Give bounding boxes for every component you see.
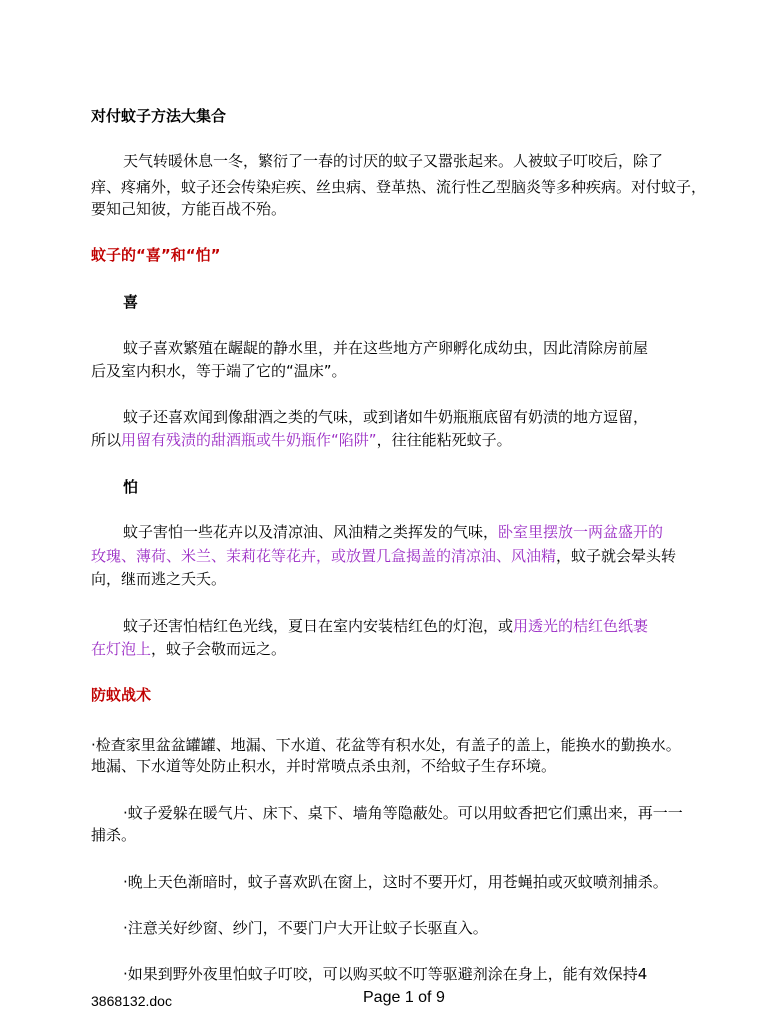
highlighted-text: 用透光的桔红色纸裹: [513, 617, 649, 635]
fear-para-1-line-1: [123, 522, 663, 542]
subheading-fear: 怕: [123, 478, 139, 496]
intro-line-1: 天气转暖休息一冬，繁衍了一春的讨厌的蚊子又嚣张起来。人被蚊子叮咬后，除了: [123, 152, 664, 170]
bullet-5: ·如果到野外夜里怕蚊子叮咬，可以购买蚊不叮等驱避剂涂在身上，能有效保持4: [123, 965, 648, 983]
like-para-2-line-2: [91, 430, 512, 450]
text-run: 蚊子还害怕桔红色光线，夏日在室内安装桔红色的灯泡，或: [123, 617, 514, 635]
text-run: ，蚊子就会晕头转: [556, 547, 677, 565]
bullet-2-line-1: ·蚊子爱躲在暖气片、床下、桌下、墙角等隐蔽处。可以用蚊香把它们熏出来，再一一: [123, 804, 683, 822]
fear-para-1-line-3: 向，继而逃之夭夭。: [91, 570, 227, 588]
bullet-4: ·注意关好纱窗、纱门，不要门户大开让蚊子长驱直入。: [123, 919, 488, 937]
highlighted-text: 玫瑰、薄荷、米兰、茉莉花等花卉，或放置几盒揭盖的清凉油、风油精: [91, 547, 557, 565]
bullet-2-line-2: 捕杀。: [91, 826, 137, 844]
highlighted-text: 卧室里摆放一两盆盛开的: [498, 523, 664, 541]
subheading-like: 喜: [123, 293, 139, 311]
footer-filename: 3868132.doc: [91, 993, 172, 1009]
bullet-1-line-1: ·检查家里盆盆罐罐、地漏、下水道、花盆等有积水处，有盖子的盖上，能换水的勤换水。: [91, 736, 681, 754]
fear-para-2-line-2: [91, 639, 286, 659]
fear-para-2-line-1: [123, 616, 648, 636]
highlighted-text: 用留有残渍的甜酒瓶或牛奶瓶作“陷阱”: [121, 431, 377, 449]
fear-para-1-line-2: [91, 546, 676, 566]
text-run: ，往往能粘死蚊子。: [376, 431, 512, 449]
intro-line-2: 痒、疼痛外，蚊子还会传染疟疾、丝虫病、登革热、流行性乙型脑炎等多种疾病。对付蚊子，: [91, 178, 707, 196]
section-heading-anti-mosquito: 防蚊战术: [91, 686, 152, 704]
bullet-3: ·晚上天色渐暗时，蚊子喜欢趴在窗上，这时不要开灯，用苍蝇拍或灭蚊喷剂捕杀。: [123, 873, 668, 891]
bullet-1-line-2: 地漏、下水道等处防止积水，并时常喷点杀虫剂，不给蚊子生存环境。: [91, 757, 557, 775]
highlighted-text: 在灯泡上: [91, 640, 152, 658]
text-run: 蚊子害怕一些花卉以及清凉油、风油精之类挥发的气味，: [123, 523, 499, 541]
like-para-2-line-1: 蚊子还喜欢闻到像甜酒之类的气味，或到诸如牛奶瓶瓶底留有奶渍的地方逗留，: [123, 408, 649, 426]
section-heading-like-fear: 蚊子的“喜”和“怕”: [91, 246, 221, 264]
footer-page-number: Page 1 of 9: [363, 989, 445, 1006]
document-title: 对付蚊子方法大集合: [91, 107, 227, 125]
text-run: ，蚊子会敬而远之。: [151, 640, 287, 658]
intro-line-3: 要知己知彼，方能百战不殆。: [91, 200, 287, 218]
like-para-1-line-2: 后及室内积水，等于端了它的“温床”。: [91, 362, 347, 380]
text-run: 所以: [91, 431, 122, 449]
like-para-1-line-1: 蚊子喜欢繁殖在龌龊的静水里，并在这些地方产卵孵化成幼虫，因此清除房前屋: [123, 339, 649, 357]
